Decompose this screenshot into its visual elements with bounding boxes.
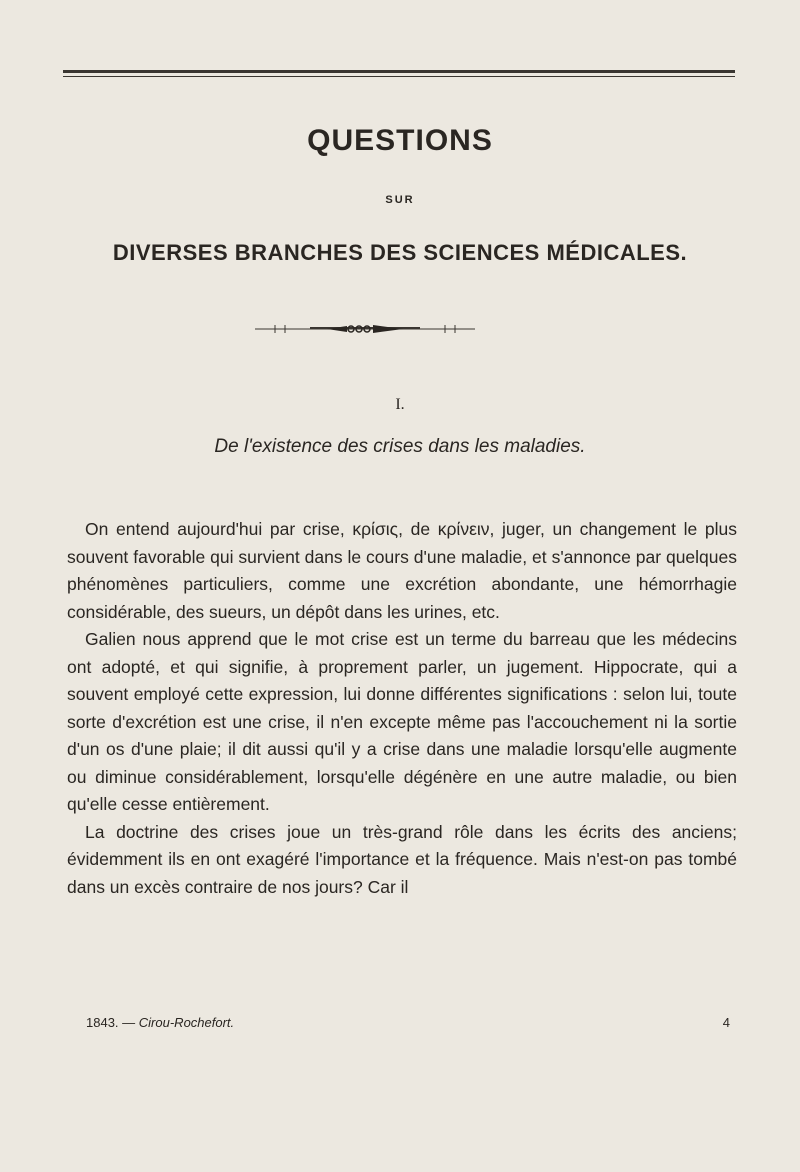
ornamental-divider: [255, 322, 475, 336]
page-title: QUESTIONS: [307, 124, 493, 157]
section-number: I.: [395, 396, 405, 413]
section-title: De l'existence des crises dans les maladies.: [214, 436, 586, 457]
top-double-rule: [63, 70, 735, 77]
body-text: [67, 516, 737, 901]
imprint-publisher: Cirou-Rochefort.: [138, 1015, 235, 1030]
title-connector: SUR: [385, 194, 415, 206]
signature-mark: 4: [722, 1015, 730, 1030]
paragraph-1: On entend aujourd'hui par crise, κρίσις, de κρίνειν, juger, un changement le plus souvent favorable qui survient dans le cours d'une maladie, et s'annonce par quelques phénomènes particuliers, comme une excrétion abondante, une hémorrhagie considérable, des sueurs, un dépôt dans les urines, etc.: [67, 519, 737, 622]
page-subtitle: DIVERSES BRANCHES DES SCIENCES MÉDICALES.: [112, 240, 688, 265]
paragraph-3: La doctrine des crises joue un très-grand rôle dans les écrits des anciens; évidemment ils en ont exagéré l'importance et la fréquence. Mais n'est-on pas tombé dans un excès contraire de nos jours? Car il: [67, 821, 737, 897]
imprint: [86, 1015, 234, 1030]
imprint-year: 1843. —: [86, 1015, 136, 1030]
paragraph-2: Galien nous apprend que le mot crise est un terme du barreau que les médecins ont adopté, et qui signifie, à proprement parler, un jugement. Hippocrate, qui a souvent employé cette expression, lui donne différentes significations : selon lui, toute sorte d'excrétion est une crise, il n'en excepte même pas l'accouchement ni la sortie d'un os d'une plaie; il dit aussi qu'il y a crise dans une maladie lorsqu'elle augmente ou diminue considérablement, lorsqu'elle dégénère en une autre maladie, ou bien qu'elle cesse entièrement.: [67, 629, 737, 814]
